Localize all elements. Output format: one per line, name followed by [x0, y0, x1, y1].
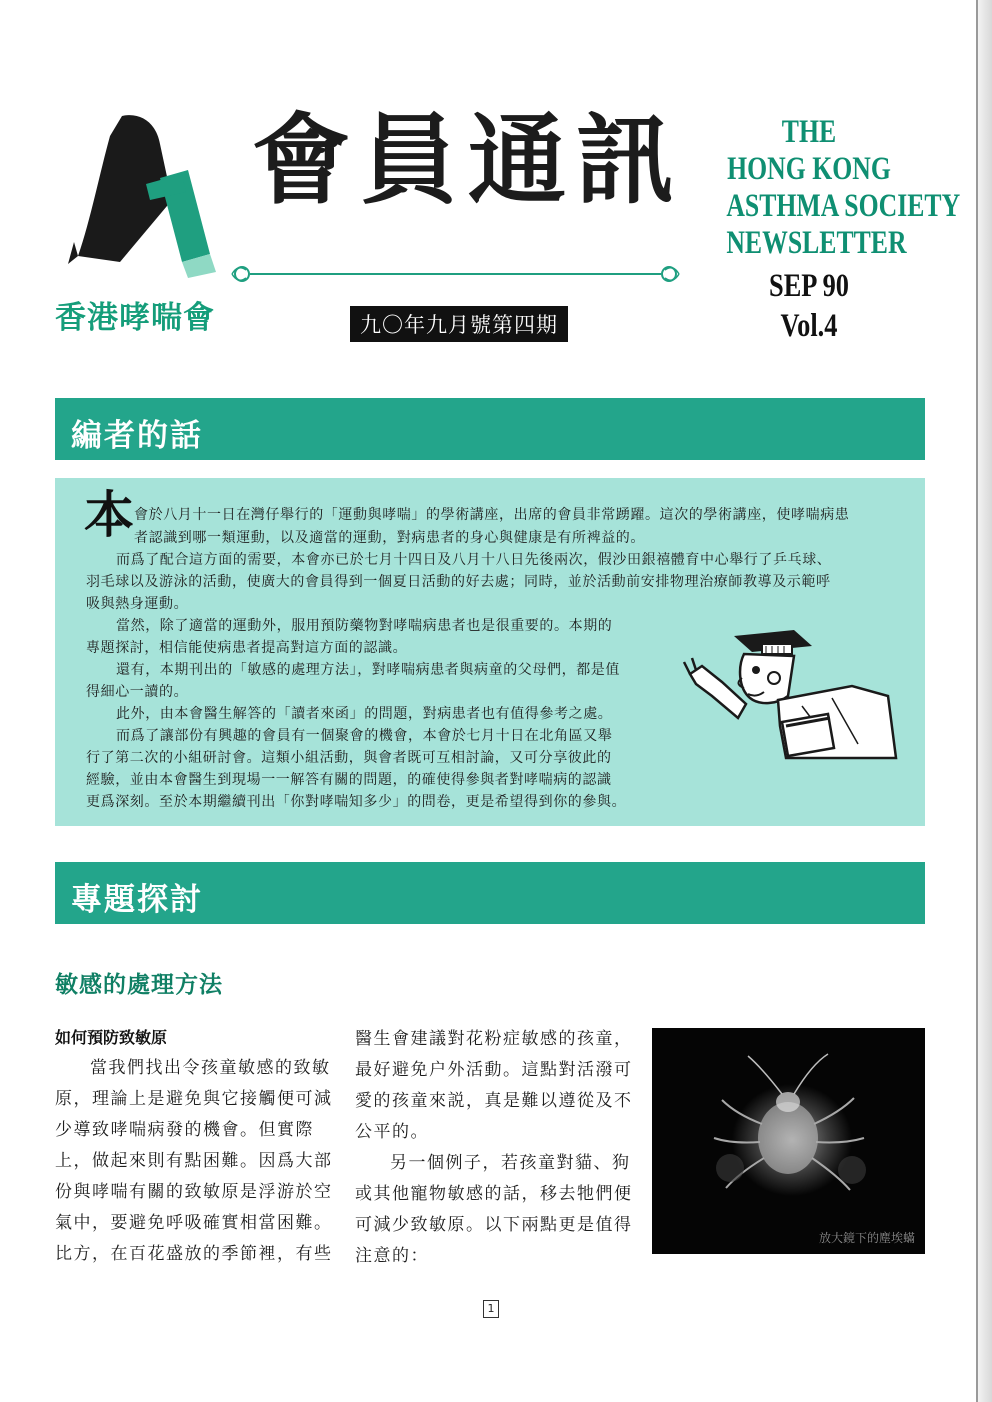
article-line: 醫生會建議對花粉症敏感的孩童，	[355, 1029, 633, 1049]
editorial-line: 羽毛球以及游泳的活動，使廣大的會員得到一個夏日活動的好去處；同時，並於活動前安排物理治療師教導及示範呼	[86, 574, 831, 590]
issue-date-en	[724, 266, 894, 346]
feature-heading-bar	[55, 862, 925, 924]
article-line: 比方，在百花盛放的季節裡，有些	[55, 1244, 333, 1264]
article-title: 敏感的處理方法	[55, 972, 223, 998]
editorial-line: 經驗，並由本會醫生到現場一一解答有關的問題，的確使得參與者對哮喘病的認識	[86, 772, 612, 788]
editorial-heading: 編者的話	[71, 418, 203, 454]
editorial-line: 者認識到哪一類運動，以及適當的運動，對病患者的身心與健康是有所裨益的。	[134, 530, 645, 546]
article-line: 上，做起來則有點困難。因爲大部	[55, 1151, 333, 1171]
society-name-cn: 香港哮喘會	[55, 300, 215, 336]
photo-caption: 放大鏡下的塵埃蟎	[818, 1231, 915, 1245]
article-line: 最好避免户外活動。這點對活潑可	[355, 1060, 633, 1080]
page-number: 1	[483, 1300, 499, 1318]
editorial-line: 行了第二次的小組研討會。這類小組活動，與會者既可互相討論，又可分享彼此的	[86, 750, 612, 766]
doctor-cartoon-illustration	[682, 626, 900, 766]
editorial-line: 專題探討，相信能使病患者提高對這方面的認識。	[86, 640, 408, 656]
dust-mite-photo	[652, 1028, 925, 1254]
article-line: 可減少致敏原。以下兩點更是值得	[355, 1215, 633, 1235]
article-line: 注意的：	[355, 1246, 429, 1266]
title-en-line: ASTHMA SOCIETY	[726, 188, 961, 224]
editorial-line: 此外，由本會醫生解答的「讀者來函」的問題，對病患者也有值得參考之處。	[116, 706, 613, 722]
editorial-line: 而爲了讓部份有興趣的會員有一個聚會的機會，本會於七月十日在北角區又舉	[116, 728, 613, 744]
editorial-line: 會於八月十一日在灣仔舉行的「運動與哮喘」的學術講座，出席的會員非常踴躍。這次的學術講座，使哮喘病患	[134, 507, 850, 523]
issue-month: SEP 90	[769, 268, 849, 304]
society-logo-icon	[60, 112, 230, 282]
title-en-line: HONG KONG	[727, 151, 891, 187]
editorial-line: 得細心一讀的。	[86, 684, 189, 700]
editorial-line: 吸與熱身運動。	[86, 596, 189, 612]
article-line: 公平的。	[355, 1122, 429, 1142]
article-line: 原，理論上是避免與它接觸便可減	[55, 1089, 333, 1109]
article-line: 份與哮喘有關的致敏原是浮游於空	[55, 1182, 333, 1202]
article-line: 少導致哮喘病發的機會。但實際	[55, 1120, 314, 1140]
page-edge	[978, 0, 992, 1402]
newsletter-title-cn: 會員通訊	[252, 103, 685, 218]
newsletter-title-en	[726, 114, 961, 262]
feature-heading: 專題探討	[71, 882, 203, 918]
article-line: 或其他寵物敏感的話，移去牠們便	[355, 1184, 633, 1204]
page-edge-line	[976, 0, 978, 1402]
issue-label-cn: 九〇年九月號第四期	[350, 306, 568, 342]
editorial-heading-bar	[55, 398, 925, 460]
editorial-line: 當然，除了適當的運動外，服用預防藥物對哮喘病患者也是很重要的。本期的	[116, 618, 613, 634]
article-line: 愛的孩童來説，真是難以遵從及不	[355, 1091, 633, 1111]
ornament-divider	[228, 260, 683, 288]
title-en-line: NEWSLETTER	[726, 225, 907, 261]
article-subheading: 如何預防致敏原	[55, 1028, 168, 1047]
editorial-line: 更爲深刻。至於本期繼續刊出「你對哮喘知多少」的問卷，更是希望得到你的參與。	[86, 794, 627, 810]
issue-volume: Vol.4	[780, 308, 838, 344]
editorial-line: 還有，本期刊出的「敏感的處理方法」，對哮喘病患者與病童的父母們，都是值	[116, 662, 620, 678]
article-line: 另一個例子，若孩童對貓、狗	[390, 1153, 631, 1173]
article-line: 氣中，要避免呼吸確實相當困難。	[55, 1213, 333, 1233]
dust-mite-icon	[652, 1028, 925, 1254]
article-line: 當我們找出令孩童敏感的致敏	[90, 1058, 331, 1078]
editorial-dropcap: 本	[84, 485, 134, 544]
title-en-line: THE	[781, 114, 837, 150]
editorial-line: 而爲了配合這方面的需要，本會亦已於七月十四日及八月十八日先後兩次，假沙田銀禧體育中心舉行了乒乓球、	[116, 552, 832, 568]
